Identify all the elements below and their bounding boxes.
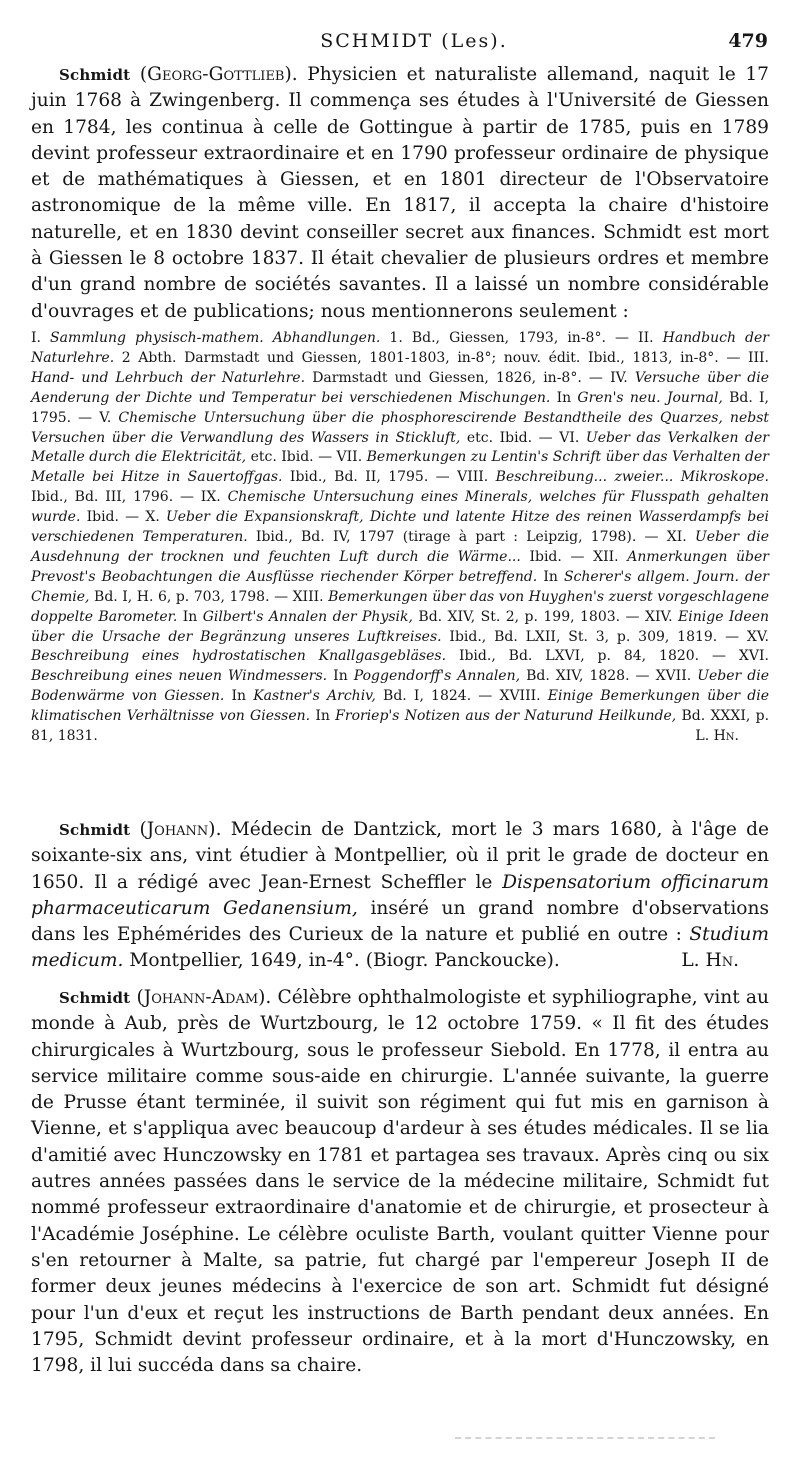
text-segment: Médecin de Dantzick, mort le 3 mars 1680, à l'âge de soixante-six ans, vint étudier à Montpellier, où il prit le grade de docteur en 1650. Il a rédigé avec Jean-Ernest Scheffler le <box>31 819 769 893</box>
text-segment: Ibid., Bd. LXVI, p. 84, 1820. — XVI. <box>446 648 769 665</box>
italic-title: Scherer's allgem. Journ. der Chemie, <box>31 568 769 605</box>
italic-title: Beschreibung eines hydrostatischen Knallgasgebläses. <box>31 648 447 665</box>
running-head: SCHMIDT (Les). <box>320 30 508 52</box>
text-segment: Bd. XXXI, p. 81, 1831. <box>31 708 770 745</box>
text-segment: In <box>327 668 354 685</box>
italic-title: Anmerkungen über Prevost's Beobachtungen die Ausflüsse riechender Körper betreffend. <box>31 548 769 585</box>
italic-title: Bemerkungen zu Lentin's Schrift über das Verhalten der Metalle bei Hitze in Sauertoffgas. <box>31 449 769 486</box>
entry-text: Célèbre ophthalmologiste et syphiliographe, vint au monde à Aub, près de Wurtzbourg, le 12 octobre 1759. « Il fit des études chirurgicales à Wurtzbourg, sous le professeur Siebold. En 1778, il entra au service militaire comme sous-aide en chirurgie. L'année suivante, la guerre de Prusse étant terminée, il suivit son régiment qui fut mis en garnison à Vienne, et s'appliqua avec beaucoup d'ardeur à ses études médicales. Il se lia d'amitié avec Hunczowsky en 1781 et partagea ses travaux. Après cinq ou six autres années passées dans le service de la médecine militaire, Schmidt fut nommé professeur extraordinaire d'anatomie et de chirurgie, et prosecteur à l'Académie Joséphine. Le célèbre oculiste Barth, voulant quitter Vienne pour s'en retourner à Malte, sa patrie, fut chargé par l'empereur Joseph II de former deux jeunes médecins à l'exercice de son art. Schmidt fut désigné pour l'un d'eux et reçut les instructions de Barth pendant deux années. En 1795, Schmidt devint professeur ordinaire, et à la mort d'Hunczowsky, en 1798, il lui succéda dans sa chaire. <box>31 987 769 1377</box>
italic-title: Dispensatorium officinarum pharmaceuticarum Gedanensium, <box>31 871 769 919</box>
entry-johann <box>31 817 769 975</box>
italic-title: Hand- und Lehrbuch der Naturlehre. <box>31 369 306 386</box>
text-segment: In <box>550 389 578 406</box>
text-segment: etc. Ibid. — VII. <box>246 449 367 466</box>
text-segment: Bd. XIV, St. 2, p. 199, 1803. — XIV. <box>412 608 679 625</box>
italic-title: Gren's neu. Journal, <box>577 389 723 406</box>
italic-title: Einige Ideen über die Ursache der Begränzung unseres Luftkreises. <box>31 608 770 645</box>
text-segment: inséré un grand nombre d'observations dans les Ephémérides des Curieux de la nature et publié en outre : <box>31 897 769 946</box>
entry-headword: Schmidt <box>59 66 131 84</box>
text-segment: Ibid. — XII. <box>520 548 628 565</box>
italic-title: Handbuch der Naturlehre. <box>31 329 769 366</box>
italic-title: Poggendorff's Annalen, <box>353 668 521 685</box>
page-header <box>60 30 768 60</box>
signature: L. Hn. <box>695 728 739 745</box>
italic-title: Einige Bemerkungen über die klimatischen Verhältnisse von Giessen. <box>31 688 769 725</box>
entry-given-names: (Georg-Gottlieb). <box>139 64 298 85</box>
text-segment: Ibid., Bd. LXII, St. 3, p. 309, 1819. — XV. <box>441 628 770 645</box>
bibliography-list <box>31 330 769 744</box>
italic-title: Chemische Untersuchung über die phosphorescirende Bestandtheile des Quarzes, nebst Versuchen über die Verwandlung des Wassers in Stickluft, <box>31 409 770 446</box>
entry-body <box>31 817 769 975</box>
text-segment: Ibid. — X. <box>80 509 166 526</box>
italic-title: Gilbert's Annalen der Physik, <box>202 608 413 625</box>
italic-title: Chemische Untersuchung eines Minerals, welches für Flusspath gehalten wurde. <box>31 489 769 526</box>
entry-body <box>31 62 769 325</box>
bleed-through-mark <box>455 1437 715 1442</box>
text-segment: In <box>537 568 564 585</box>
text-segment: Ibid., Bd. II, 1795. — VIII. <box>282 469 496 486</box>
entry-given-names: (Johann-Adam). <box>136 987 272 1008</box>
italic-title: Beschreibung... zweier... Mikroskope. <box>495 469 769 486</box>
italic-title: Ueber die Ausdehnung der trocknen und feuchten Luft durch die Wärme... <box>31 529 769 565</box>
entry-headword: Schmidt <box>59 821 131 839</box>
text-segment: I. <box>31 329 51 346</box>
text-segment: Darmstadt und Giessen, 1826, in-8°. — IV. <box>305 369 635 386</box>
entry-headword: Schmidt <box>59 989 131 1007</box>
italic-title: Kastner's Archiv, <box>253 688 376 705</box>
text-segment: Ibid., Bd. III, 1796. — IX. <box>31 489 228 506</box>
entry-georg-gottlieb <box>31 62 769 747</box>
italic-title: Beschreibung eines neuen Windmessers. <box>31 668 328 685</box>
text-segment: etc. Ibid. — VI. <box>460 429 586 446</box>
italic-title: Ueber die Expansionskraft, Dichte und latente Hitze des reinen Wasserdampfs bei verschiedenen Temperaturen. <box>31 509 769 546</box>
entry-body <box>31 985 769 1379</box>
text-segment: 2 Abth. Darmstadt und Giessen, 1801-1803, in-8°; nouv. édit. Ibid., 1813, in-8°. — III. <box>114 349 769 366</box>
text-segment: 1. Bd., Giessen, 1793, in-8°. — II. <box>380 329 663 346</box>
bibliography <box>31 329 769 747</box>
entry-text: Physicien et naturaliste allemand, naquit le 17 juin 1768 à Zwingenberg. Il commença ses études à l'Université de Giessen en 1784, les continua à celle de Gottingue à partir de 1785, puis en 1789 devint professeur extraordinaire et en 1790 professeur ordinaire de physique et de mathématiques à Giessen, et en 1801 directeur de l'Observatoire astronomique de la même ville. En 1817, il accepta la chaire d'histoire naturelle, et en 1830 devint conseiller secret aux finances. Schmidt est mort à Giessen le 8 octobre 1837. Il était chevalier de plusieurs ordres et membre d'un grand nombre de sociétés savantes. Il a laissé un nombre considérable d'ouvrages et de publications; nous mentionnerons seulement : <box>31 64 769 322</box>
text-segment: Ibid., Bd. IV, 1797 (tirage à part : Leipzig, 1798). — XI. <box>247 529 695 546</box>
signature: L. Hn. <box>681 950 739 972</box>
entry-johann-adam <box>31 985 769 1379</box>
italic-title: Ueber das Verkalken der Metalle durch die Elektricität, <box>31 429 769 466</box>
text-segment: Montpellier, 1649, in-4°. (Biogr. Panckoucke). <box>123 950 560 972</box>
italic-title: Bemerkungen über das von Huyghen's zuerst vorgeschlagene doppelte Barometer. <box>31 588 769 625</box>
entry-given-names: (Johann). <box>139 819 222 840</box>
page-number: 479 <box>728 30 768 52</box>
italic-title: Versuche über die Aenderung der Dichte und Temperatur bei verschiedenen Mischungen. <box>31 369 769 406</box>
italic-title: Sammlung physisch-mathem. Abhandlungen. <box>50 329 381 346</box>
italic-title: Froriep's Notizen aus der Naturund Heilkunde, <box>335 708 677 725</box>
text-segment: In <box>224 688 254 705</box>
text-segment: In <box>177 608 203 625</box>
italic-title: Studium medicum. <box>31 924 769 972</box>
text-segment: Bd. I, 1795. — V. <box>31 389 770 426</box>
text-segment: Bd. I, H. 6, p. 703, 1798. — XIII. <box>89 588 329 605</box>
italic-title: Ueber die Bodenwärme von Giessen. <box>31 668 769 705</box>
text-segment: In <box>310 708 336 725</box>
text-segment: Bd. XIV, 1828. — XVII. <box>520 668 698 685</box>
text-segment: Bd. I, 1824. — XVIII. <box>375 688 548 705</box>
